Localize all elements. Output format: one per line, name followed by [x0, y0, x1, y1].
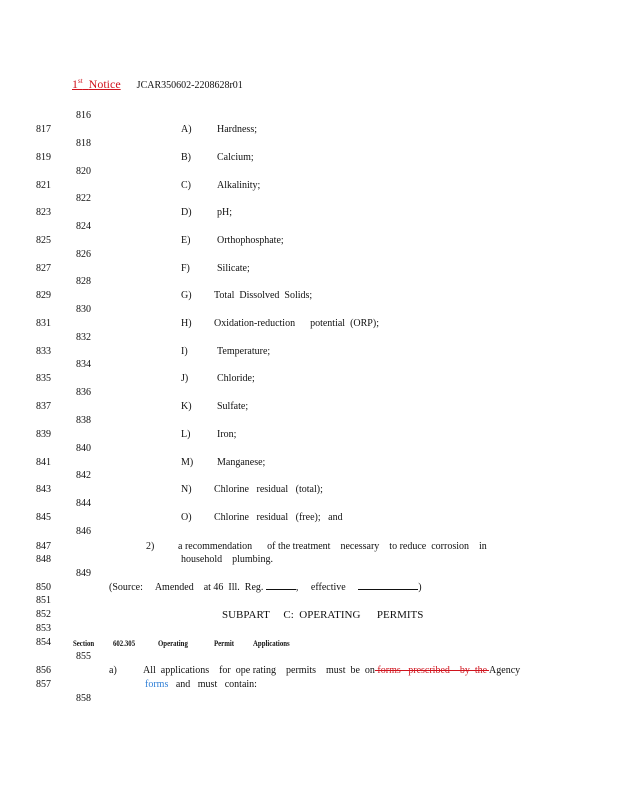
list-item-text: Hardness; — [217, 124, 257, 135]
line-number: 832 — [76, 332, 91, 343]
list-item-letter: H) — [181, 318, 192, 329]
line-number: 848 — [36, 554, 51, 565]
list-item-letter: L) — [181, 429, 191, 440]
list-item-letter: J) — [181, 373, 189, 384]
line-number: 845 — [36, 512, 51, 523]
line-number: 853 — [36, 623, 51, 634]
line-number: 843 — [36, 484, 51, 495]
line-number: 826 — [76, 249, 91, 260]
line-number: 819 — [36, 152, 51, 163]
line-number: 847 — [36, 541, 51, 552]
list-item-text: Silicate; — [217, 263, 250, 274]
line-number: 824 — [76, 221, 91, 232]
source-effective: , effective — [295, 582, 346, 593]
line-number: 837 — [36, 401, 51, 412]
line-number: 841 — [36, 457, 51, 468]
line-number: 835 — [36, 373, 51, 384]
list-item-letter: M) — [181, 457, 194, 468]
list-item-letter: F) — [181, 263, 190, 274]
item-2-number: 2) — [146, 541, 155, 552]
subpart-title: SUBPART C: OPERATING PERMITS — [222, 609, 424, 621]
list-item-text: Manganese; — [217, 457, 266, 468]
list-item-letter: K) — [181, 401, 192, 412]
line-number: 842 — [76, 470, 91, 481]
para-a-letter: a) — [109, 665, 117, 676]
item-2-line-2: household plumbing. — [181, 554, 273, 565]
section-number: 602.305 — [113, 639, 136, 648]
line-number: 846 — [76, 526, 91, 537]
section-title-word: Permit — [214, 639, 235, 648]
line-number: 838 — [76, 415, 91, 426]
list-item-text: Oxidation-reduction potential (ORP); — [214, 318, 379, 329]
list-item-letter: A) — [181, 124, 192, 135]
item-2-line-1: a recommendation of the treatment necessary to reduce corrosion in — [178, 541, 487, 552]
line-number: 840 — [76, 443, 91, 454]
para-a-line-1 — [143, 665, 520, 677]
line-number: 852 — [36, 609, 51, 620]
line-number: 823 — [36, 207, 51, 218]
section-label: Section — [73, 639, 95, 648]
line-number: 839 — [36, 429, 51, 440]
list-item-text: Iron; — [217, 429, 237, 440]
document-id: JCAR350602-2208628r01 — [136, 80, 243, 91]
para-a-text: All applications for ope rating permits must be on — [143, 665, 375, 676]
source-suffix: ) — [418, 582, 422, 593]
line-number: 817 — [36, 124, 51, 135]
list-item-text: Calcium; — [217, 152, 254, 163]
source-note — [109, 582, 422, 594]
line-number: 825 — [36, 235, 51, 246]
line-number: 829 — [36, 290, 51, 301]
line-number: 828 — [76, 276, 91, 287]
list-item-letter: G) — [181, 290, 192, 301]
line-number: 816 — [76, 110, 91, 121]
list-item-letter: O) — [181, 512, 192, 523]
para-a-text-end: Agency — [489, 665, 521, 676]
list-item-text: Chlorine residual (free); and — [214, 512, 343, 523]
list-item-text: Sulfate; — [217, 401, 249, 412]
line-number: 854 — [36, 637, 51, 648]
para-a-text-rest: and must contain: — [168, 679, 257, 690]
list-item-letter: B) — [181, 152, 191, 163]
notice-label: 1st Notice — [72, 77, 121, 91]
line-number: 818 — [76, 138, 91, 149]
line-number: 855 — [76, 651, 91, 662]
list-item-text: Chloride; — [217, 373, 255, 384]
section-title-word: Applications — [253, 639, 290, 648]
line-number: 830 — [76, 304, 91, 315]
inserted-text: forms — [145, 679, 169, 690]
list-item-letter: I) — [181, 346, 188, 357]
list-item-text: Orthophosphate; — [217, 235, 284, 246]
list-item-letter: N) — [181, 484, 192, 495]
list-item-text: pH; — [217, 207, 232, 218]
line-number: 850 — [36, 582, 51, 593]
line-number: 858 — [76, 693, 91, 704]
line-number: 821 — [36, 180, 51, 191]
line-number: 836 — [76, 387, 91, 398]
line-number: 834 — [76, 359, 91, 370]
document-header — [72, 78, 243, 92]
line-number: 820 — [76, 166, 91, 177]
effective-date-blank — [358, 589, 418, 590]
line-number: 849 — [76, 568, 91, 579]
line-number: 827 — [36, 263, 51, 274]
line-number: 833 — [36, 346, 51, 357]
list-item-text: Chlorine residual (total); — [214, 484, 323, 495]
register-number-blank — [266, 589, 296, 590]
list-item-text: Temperature; — [217, 346, 271, 357]
deleted-text: forms prescribed by the — [374, 665, 490, 676]
line-number: 822 — [76, 193, 91, 204]
para-a-line-2 — [145, 679, 257, 691]
line-number: 851 — [36, 595, 51, 606]
source-prefix: (Source: Amended at 46 Ill. Reg. — [109, 582, 264, 593]
line-number: 831 — [36, 318, 51, 329]
line-number: 857 — [36, 679, 51, 690]
line-number: 856 — [36, 665, 51, 676]
list-item-letter: E) — [181, 235, 191, 246]
section-title-word: Operating — [158, 639, 188, 648]
list-item-letter: C) — [181, 180, 191, 191]
list-item-letter: D) — [181, 207, 192, 218]
list-item-text: Alkalinity; — [217, 180, 261, 191]
list-item-text: Total Dissolved Solids; — [214, 290, 313, 301]
line-number: 844 — [76, 498, 91, 509]
